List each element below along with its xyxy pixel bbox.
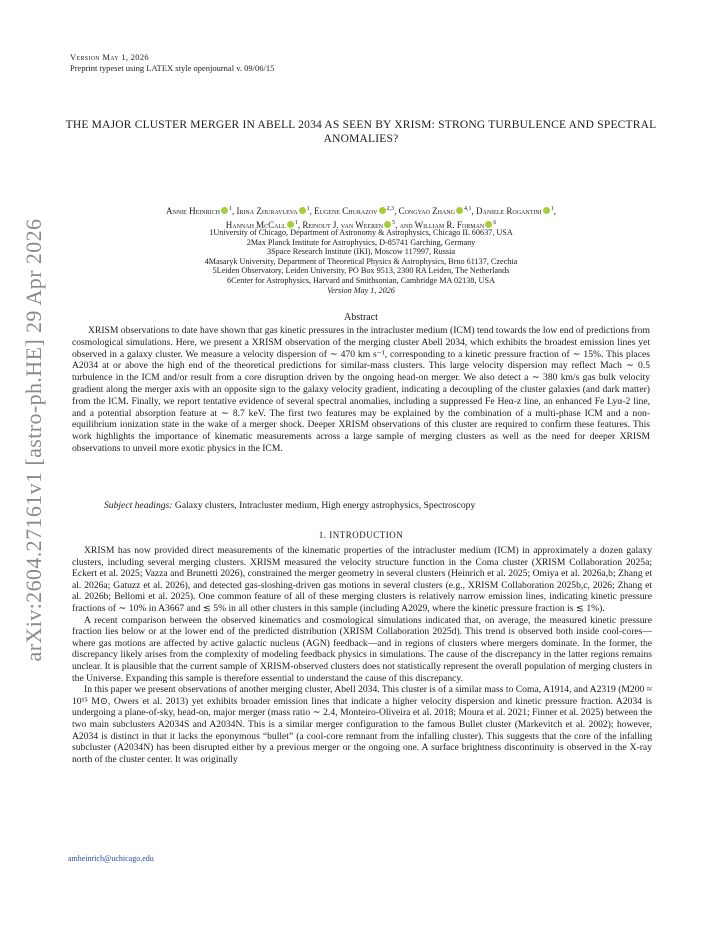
author-affil-sup: 1 (306, 206, 310, 212)
section-heading: 1. INTRODUCTION (318, 530, 404, 540)
paper-title: THE MAJOR CLUSTER MERGER IN ABELL 2034 AS SEEN BY XRISM: STRONG TURBULENCE AND SPECTRAL ANOMALIES? (65, 119, 657, 145)
paragraph: XRISM has now provided direct measurements of the kinematic properties of the intracluster medium (ICM) in approximately a dozen galaxy clusters, including several merging clusters. XRISM measured the velocity structure function in the Coma cluster (XRISM Collaboration 2025a; Eckert et al. 2025; Vazza and Brunetti 2026), constrained the merger geometry in several clusters (Heinrich et al. 2025; Omiya et al. 2026a,b; Zhang et al. 2026a; Gatuzz et al. 2026), and detected gas-sloshing-driven gas motions in several clusters (e.g., XRISM Collaboration 2025b,c, 2026; Zhang et al. 2026b; Bellomi et al. 2025). One common feature of all of these merging clusters is relatively narrow emission lines, indicating kinetic pressure fractions of ∼ 10% in A3667 and ≲ 5% in all other clusters in this sample (including A2029, where the kinetic pressure fraction is ≲ 1%). (72, 545, 652, 614)
author: Irina Zhuravleva $^1$, (236, 206, 315, 216)
author: Daniele Rogantini $^1$, (475, 206, 556, 216)
orcid-icon[interactable] (456, 207, 463, 214)
preprint-line: Preprint typeset using LATEX style openjournal v. 09/06/15 (70, 63, 275, 73)
arxiv-id-text: arXiv:2604.27161v1 [astro-ph.HE] 29 Apr 2026 (21, 218, 46, 662)
orcid-icon[interactable] (384, 221, 391, 228)
author: Congyao Zhang $^{4,1}$, (398, 206, 476, 216)
orcid-icon[interactable] (543, 207, 550, 214)
author-name: Congyao Zhang (398, 206, 455, 216)
author-name: Hannah McCall (225, 220, 286, 230)
author-affil-sup: 4,1 (463, 206, 472, 212)
subject-headings (72, 500, 650, 512)
orcid-icon[interactable] (299, 207, 306, 214)
author: Eugene Churazov $^{2,3}$, (314, 206, 399, 216)
affiliation: 2Max Planck Institute for Astrophysics, D-85741 Garching, Germany (246, 237, 476, 247)
orcid-icon[interactable] (379, 207, 386, 214)
author: Hannah McCall $^1$, (225, 220, 303, 230)
author-affil-sup: 1 (550, 206, 554, 212)
subject-label: Subject headings: (104, 500, 173, 511)
author-affil-sup: 5 (392, 220, 396, 226)
author-list (60, 203, 662, 231)
author-affil-sup: 1 (228, 206, 232, 212)
author: Reinout J. van Weeren $^5$, (302, 220, 400, 230)
author-affil-sup: 2,3 (386, 206, 395, 212)
preprint-header (70, 52, 274, 74)
author-name: Eugene Churazov (314, 206, 378, 216)
version-line: Version May 1, 2026 (70, 52, 149, 62)
subject-text: Galaxy clusters, Intracluster medium, High energy astrophysics, Spectroscopy (174, 500, 476, 511)
affiliation: 6Center for Astrophysics, Harvard and Smithsonian, Cambridge MA 02138, USA (227, 275, 495, 285)
author-affil-sup: 6 (493, 220, 497, 226)
orcid-icon[interactable] (221, 207, 228, 214)
affiliation: 1University of Chicago, Department of Astronomy & Astrophysics, Chicago IL 60637, USA (209, 228, 513, 237)
paragraph: A recent comparison between the observed kinematics and cosmological simulations indicated that, on average, the measured kinetic pressure fraction lies below or at the lower end of the predicted distribution (XRISM Collaboration 2025d). This trend is observed both inside cool-cores—where gas motions are affected by active galactic nucleus (AGN) feedback—and in regions of clusters where mergers dominate. In the former, the discrepancy likely arises from the complexity of modeling feedback physics in simulations. The cause of the discrepancy in the latter regions remains unclear. It is plausible that the current sample of XRISM-observed clusters does not statistically represent the overall population of merging clusters in the Universe. Expanding this sample is therefore essential to understand the cause of this discrepancy. (72, 614, 652, 684)
orcid-icon[interactable] (287, 221, 294, 228)
affiliation: 3Space Research Institute (IKI), Moscow 117997, Russia (267, 247, 455, 257)
author: Annie Heinrich $^1$, (166, 206, 237, 216)
footnote-email[interactable]: amheinrich@uchicago.edu (68, 854, 154, 863)
author-name: and William R. Forman (399, 220, 485, 230)
author-name: Daniele Rogantini (475, 206, 542, 216)
abstract-heading: Abstract (344, 312, 378, 323)
introduction-body (72, 545, 652, 765)
author-name: Irina Zhuravleva (236, 206, 298, 216)
arxiv-identifier (14, 218, 54, 662)
author-name: Reinout J. van Weeren (302, 220, 384, 230)
orcid-icon[interactable] (485, 221, 492, 228)
affiliation: 4Masaryk University, Department of Theoretical Physics & Astrophysics, Brno 61137, Czechia (204, 256, 518, 266)
author-line-1 (60, 203, 662, 217)
abstract-text: XRISM observations to date have shown that gas kinetic pressures in the intracluster medium (ICM) tend towards the low end of predictions from cosmological simulations. Here, we present a XRISM observation of the merging cluster Abell 2034, which exhibits the broadest emission lines yet observed in a galaxy cluster. We measure a velocity dispersion of ∼ 470 km s⁻¹, corresponding to a kinetic pressure fraction of ∼ 15%. This places A2034 at or above the high end of the theoretical predictions for similar-mass clusters. This large velocity dispersion may reflect Mach ∼ 0.5 turbulence in the ICM and/or result from a core disruption driven by the ongoing head-on merger. We also detect a ∼ 380 km/s gas bulk velocity gradient along the merger axis with an opposite sign to the galaxy velocity gradient, indicating a decoupling of the cluster galaxies (and dark matter) from the ICM. Finally, we report tentative evidence of several spectral anomalies, including a suppressed Fe Heα-z line, an enhanced Fe Lyα-2 line, and a potential absorption feature at ∼ 8.7 keV. The first two features may be explained by the combination of a multi-phase ICM and a non-equilibrium ionization state in the wake of a merger shock. Deeper XRISM observations of this cluster are required to confirm these features. This work highlights the importance of kinematic measurements across a large sample of merging clusters as well as the need for deeper XRISM observations to unveil more exotic physics in the ICM. (72, 325, 650, 454)
affiliation: 5Leiden Observatory, Leiden University, PO Box 9513, 2300 RA Leiden, The Netherlands (212, 266, 510, 276)
paragraph: In this paper we present observations of another merging cluster, Abell 2034. This cluster is of a similar mass to Coma, A1914, and A2319 (M200 ≈ 10¹⁵ M⊙, Owers et al. 2013) yet exhibits broader emission lines that indicate a higher velocity dispersion and kinetic pressure fraction. A2034 is undergoing a plane-of-sky, head-on, major merger (mass ratio ∼ 2.4, Monteiro-Oliveira et al. 2018; Moura et al. 2021; Finner et al. 2025) between the two main subclusters A2034S and A2034N. This is a similar merger configuration to the famous Bullet cluster (Markevitch et al. 2002); however, A2034 is distinct in that it lacks the eponymous “bullet” (a cool-core remnant from the infalling cluster). This suggests that the core of the infalling subcluster (A2034N) has been disrupted either by a previous merger or the ongoing one. A surface brightness discontinuity is observed in the X-ray north of the cluster center. It was originally (72, 684, 652, 765)
author-affil-sup: 1 (294, 220, 298, 226)
date-line: Version May 1, 2026 (327, 285, 395, 295)
author-name: Annie Heinrich (166, 206, 220, 216)
affiliations (60, 228, 662, 295)
